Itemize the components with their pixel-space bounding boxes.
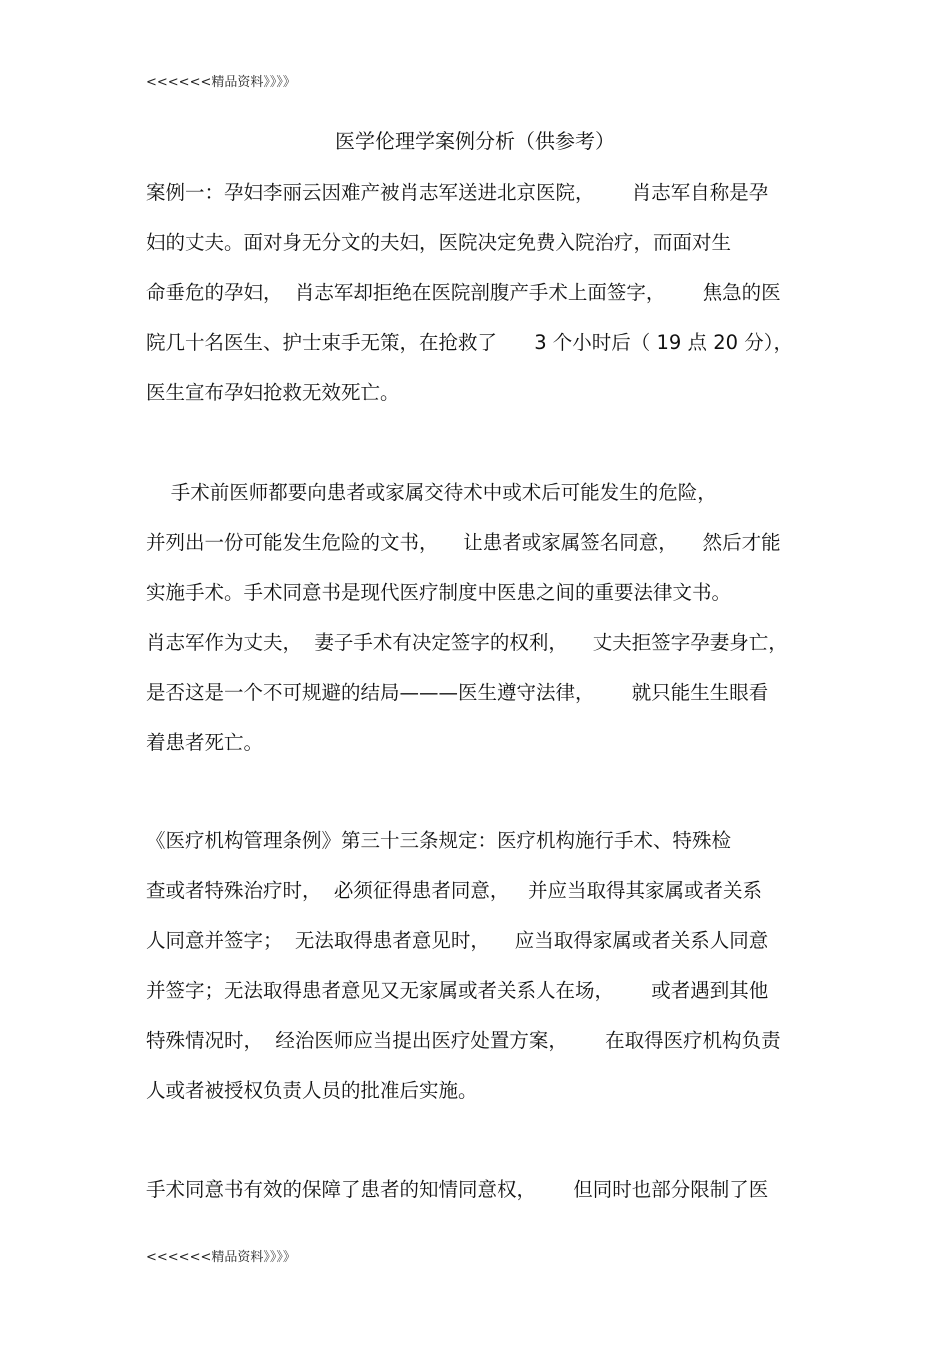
regulation-line-2: 查或者特殊治疗时， 必须征得患者同意， 并应当取得其家属或者关系: [146, 879, 762, 902]
paragraph-two-line-3: 实施手术。手术同意书是现代医疗制度中医患之间的重要法律文书。: [146, 581, 732, 604]
case-one-line-5: 医生宣布孕妇抢救无效死亡。: [146, 381, 400, 404]
paragraph-four-line-1: 手术同意书有效的保障了患者的知情同意权， 但同时也部分限制了医: [146, 1178, 769, 1201]
case-one-line-2: 妇的丈夫。面对身无分文的夫妇，医院决定免费入院治疗，而面对生: [146, 231, 732, 254]
paragraph-two-line-1: 手术前医师都要向患者或家属交待术中或术后可能发生的危险，: [146, 481, 717, 504]
regulation-line-1: 《医疗机构管理条例》第三十三条规定：医疗机构施行手术、特殊检: [146, 829, 732, 852]
regulation-line-4: 并签字；无法取得患者意见又无家属或者关系人在场， 或者遇到其他: [146, 979, 769, 1002]
document-title: 医学伦理学案例分析（供参考）: [335, 129, 615, 153]
case-one-line-4: 院几十名医生、护士束手无策，在抢救了 3 个小时后（ 19 点 20 分），: [146, 331, 793, 354]
regulation-line-3: 人同意并签字； 无法取得患者意见时， 应当取得家属或者关系人同意: [146, 929, 769, 952]
regulation-line-6: 人或者被授权负责人员的批准后实施。: [146, 1079, 478, 1102]
regulation-line-5: 特殊情况时， 经治医师应当提出医疗处置方案， 在取得医疗机构负责: [146, 1029, 781, 1052]
case-one-line-3: 命垂危的孕妇， 肖志军却拒绝在医院剖腹产手术上面签字， 焦急的医: [146, 281, 781, 304]
paragraph-two-line-2: 并列出一份可能发生危险的文书， 让患者或家属签名同意， 然后才能: [146, 531, 781, 554]
paragraph-two-line-6: 着患者死亡。: [146, 731, 264, 754]
paragraph-two-line-4: 肖志军作为丈夫， 妻子手术有决定签字的权利， 丈夫拒签字孕妻身亡，: [146, 631, 788, 654]
page-header: <<<<<<精品资料》》》》: [146, 75, 296, 90]
case-one-line-1: 案例一：孕妇李丽云因难产被肖志军送进北京医院， 肖志军自称是孕: [146, 181, 769, 204]
paragraph-two-line-5: 是否这是一个不可规避的结局———医生遵守法律， 就只能生生眼看: [146, 681, 769, 704]
page-footer: <<<<<<精品资料》》》》: [146, 1250, 296, 1265]
